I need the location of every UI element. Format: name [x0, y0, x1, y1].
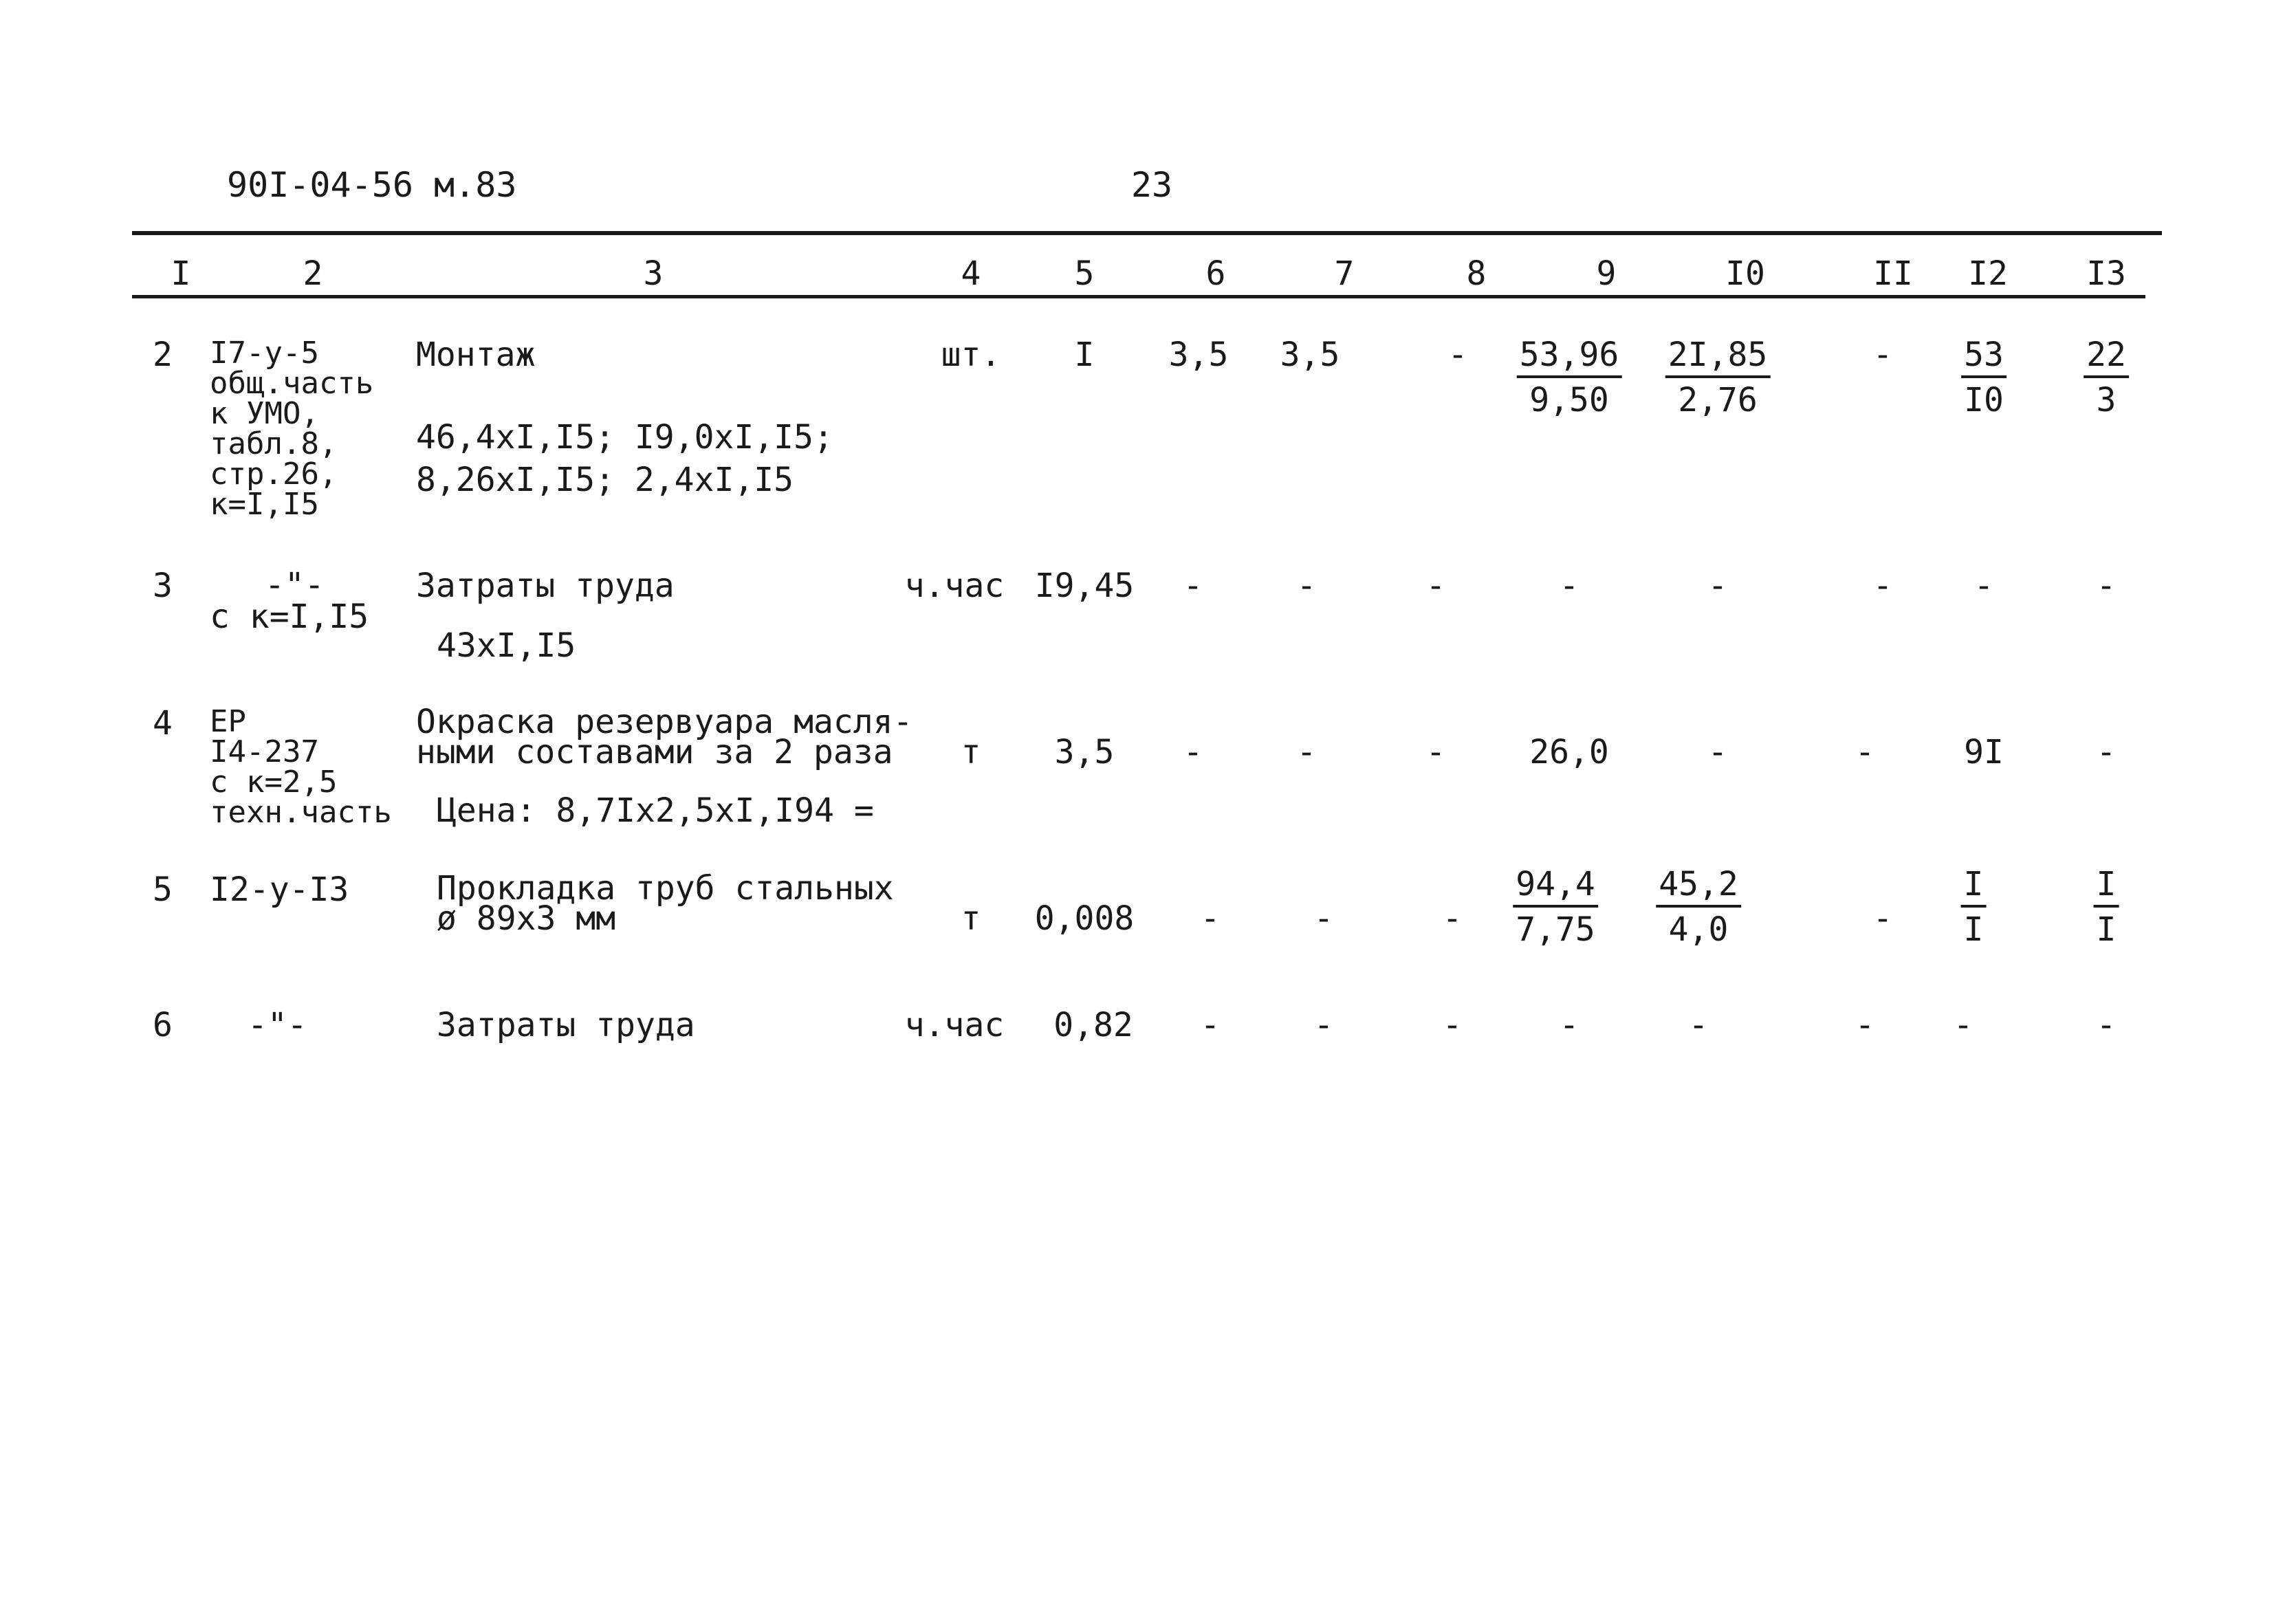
document-code: 90I-04-56 м.83 — [227, 165, 517, 205]
column-header: 4 — [961, 254, 981, 293]
col-12-value: - — [1953, 1006, 1974, 1044]
work-name: Окраска резервуара масля- ными составами за 2 раза — [416, 703, 913, 771]
col-7-value: - — [1313, 1006, 1334, 1044]
work-name: Затраты труда — [437, 1006, 695, 1044]
unit: т — [961, 899, 981, 938]
calculation-note: 46,4хI,I5; I9,0хI,I5; 8,26хI,I5; 2,4хI,I5 — [416, 418, 833, 499]
column-header: 9 — [1596, 254, 1617, 293]
page-number: 23 — [1130, 165, 1173, 205]
table-top-rule — [132, 231, 2162, 235]
col-8-value: - — [1442, 1006, 1463, 1044]
column-header: I0 — [1725, 254, 1765, 293]
column-header: I2 — [1968, 254, 2008, 293]
col-7-value: - — [1296, 733, 1317, 771]
row-number: 5 — [153, 870, 173, 909]
rate-reference: -"- — [248, 1006, 307, 1044]
col-13-value: - — [2096, 567, 2117, 605]
col-9-fraction: $\frac{53,96}{9,50}$ — [1517, 338, 1622, 417]
col-13-value: - — [2096, 1006, 2117, 1044]
quantity: 0,82 — [1053, 1006, 1133, 1044]
col-8-value: - — [1425, 567, 1446, 605]
column-header: 7 — [1334, 254, 1355, 293]
calculation-note: 43хI,I5 — [437, 626, 576, 665]
quantity: 0,008 — [1034, 899, 1135, 938]
col-9-value: - — [1559, 567, 1579, 605]
table-header-rule — [132, 295, 2145, 298]
col-12-value: 9I — [1964, 733, 2004, 771]
col-6-value: - — [1183, 733, 1203, 771]
quantity: I9,45 — [1034, 567, 1135, 605]
column-header: 8 — [1466, 254, 1487, 293]
col-10-value: - — [1707, 567, 1728, 605]
unit: шт. — [941, 336, 1001, 374]
col-12-fraction: $\frac{53}{I0}$ — [1961, 338, 2007, 417]
row-number: 4 — [153, 704, 173, 743]
rate-reference: ЕР I4-237 с к=2,5 техн.часть — [210, 704, 392, 830]
quantity: 3,5 — [1054, 733, 1115, 771]
column-header: I3 — [2086, 254, 2126, 293]
col-7-value: - — [1313, 899, 1334, 938]
column-header: 2 — [303, 254, 323, 293]
row-number: 2 — [153, 336, 173, 374]
col-6-value: - — [1200, 899, 1221, 938]
rate-reference: I7-у-5 общ.часть к УМО, табл.8, стр.26, к=I,I5 — [210, 336, 374, 522]
col-10-fraction: $\frac{45,2}{4,0}$ — [1656, 868, 1741, 946]
unit: ч.час — [904, 567, 1005, 605]
column-header: 3 — [643, 254, 664, 293]
col-6-value: - — [1183, 567, 1203, 605]
col-11-value: - — [1872, 899, 1893, 938]
rate-reference: I2-у-I3 — [210, 870, 349, 909]
col-9-value: 26,0 — [1529, 733, 1609, 771]
row-number: 3 — [153, 567, 173, 605]
col-9-value: - — [1559, 1006, 1579, 1044]
column-header: I — [171, 254, 191, 293]
rate-reference: -"- с к=I,I5 — [210, 566, 369, 636]
col-11-value: - — [1872, 336, 1893, 374]
calculation-note: Цена: 8,7Iх2,5хI,I94 = — [437, 791, 874, 830]
col-12-value: - — [1974, 567, 1994, 605]
col-6-value: 3,5 — [1168, 336, 1229, 374]
work-name: Прокладка труб стальных ø 89х3 мм — [437, 869, 894, 938]
col-8-value: - — [1425, 733, 1446, 771]
col-8-value: - — [1447, 336, 1468, 374]
col-13-value: - — [2096, 733, 2117, 771]
column-header: 6 — [1205, 254, 1226, 293]
col-13-fraction: $\frac{22}{3}$ — [2084, 338, 2129, 417]
col-8-value: - — [1442, 899, 1463, 938]
work-name: Монтаж — [416, 336, 536, 374]
col-11-value: - — [1872, 567, 1893, 605]
col-6-value: - — [1200, 1006, 1221, 1044]
col-10-value: - — [1688, 1006, 1709, 1044]
col-12-fraction: $\frac{I}{I}$ — [1961, 868, 1987, 946]
col-10-fraction: $\frac{2I,85}{2,76}$ — [1665, 338, 1771, 417]
col-9-fraction: $\frac{94,4}{7,75}$ — [1513, 868, 1598, 946]
col-7-value: 3,5 — [1280, 336, 1340, 374]
col-10-value: - — [1707, 733, 1728, 771]
col-11-value: - — [1855, 1006, 1875, 1044]
work-name: Затраты труда — [416, 567, 675, 605]
unit: т — [961, 733, 981, 771]
quantity: I — [1074, 336, 1095, 374]
column-header: 5 — [1074, 254, 1095, 293]
col-11-value: - — [1855, 733, 1875, 771]
column-header: II — [1873, 254, 1913, 293]
unit: ч.час — [904, 1006, 1005, 1044]
col-13-fraction: $\frac{I}{I}$ — [2094, 868, 2119, 946]
col-7-value: - — [1296, 567, 1317, 605]
row-number: 6 — [153, 1006, 173, 1044]
